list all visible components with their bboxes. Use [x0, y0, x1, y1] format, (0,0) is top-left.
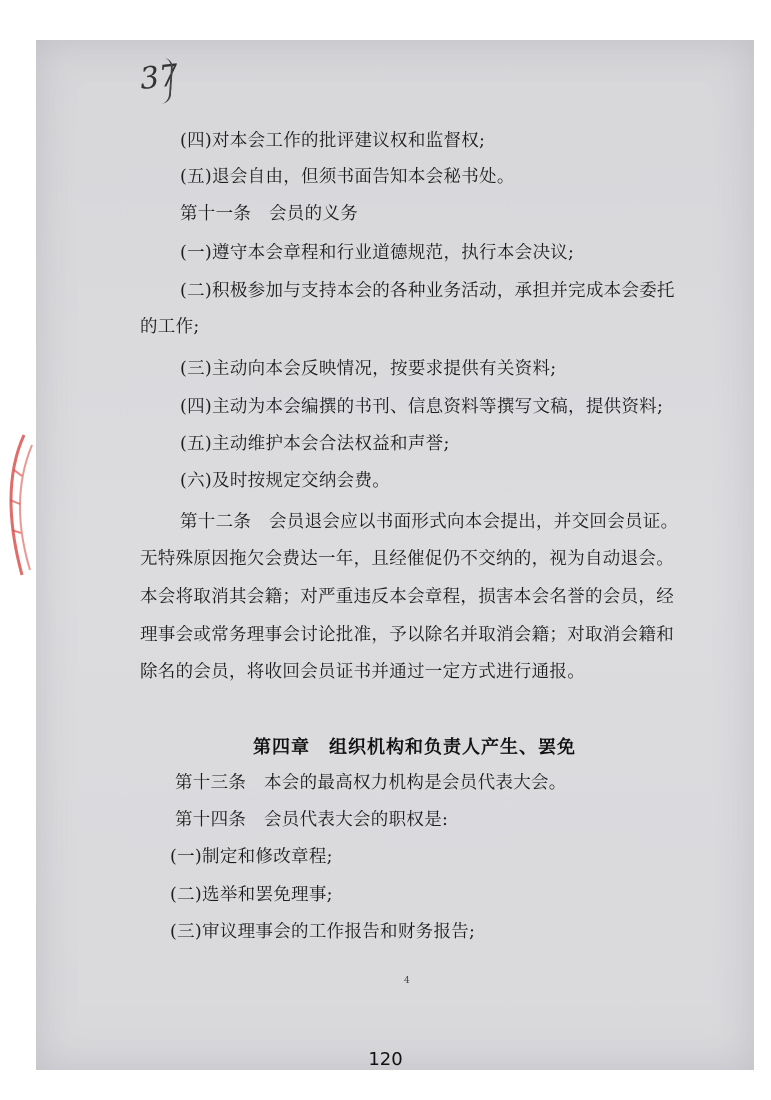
text-line: (二)积极参加与支持本会的各种业务活动，承担并完成本会委托	[180, 281, 675, 301]
text-line: (五)退会自由，但须书面告知本会秘书处。	[180, 167, 515, 187]
text-line: (五)主动维护本会合法权益和声誉;	[180, 434, 450, 454]
article-text: 第十二条 会员退会应以书面形式向本会提出，并交回会员证。	[180, 512, 679, 532]
page-marker: 4	[404, 976, 410, 986]
article-title: 第十四条 会员代表大会的职权是:	[175, 810, 449, 830]
text-line: 本会将取消其会籍；对严重违反本会章程，损害本会名誉的会员，经	[140, 587, 674, 607]
text-line: (三)审议理事会的工作报告和财务报告;	[170, 922, 476, 942]
text-line: 理事会或常务理事会讨论批准，予以除名并取消会籍；对取消会籍和	[140, 625, 674, 645]
red-seal-stamp	[0, 430, 38, 580]
text-line: (一)制定和修改章程;	[170, 847, 333, 867]
article-text: 第十三条 本会的最高权力机构是会员代表大会。	[175, 773, 567, 793]
page-number: 120	[368, 1049, 403, 1070]
text-line: (一)遵守本会章程和行业道德规范，执行本会决议;	[180, 243, 575, 263]
text-line: (四)主动为本会编撰的书刊、信息资料等撰写文稿，提供资料;	[180, 397, 664, 417]
chapter-heading: 第四章 组织机构和负责人产生、罢免	[253, 737, 576, 758]
text-line: 除名的会员，将收回会员证书并通过一定方式进行通报。	[140, 662, 585, 682]
handwritten-note: 37	[138, 58, 180, 97]
text-line: 无特殊原因拖欠会费达一年，且经催促仍不交纳的，视为自动退会。	[140, 549, 674, 569]
text-line: 的工作;	[140, 317, 200, 337]
text-line: (四)对本会工作的批评建议权和监督权;	[180, 131, 486, 151]
article-title: 第十一条 会员的义务	[180, 204, 358, 224]
text-line: (二)选举和罢免理事;	[170, 885, 333, 905]
text-line: (六)及时按规定交纳会费。	[180, 471, 391, 491]
text-line: (三)主动向本会反映情况，按要求提供有关资料;	[180, 359, 557, 379]
